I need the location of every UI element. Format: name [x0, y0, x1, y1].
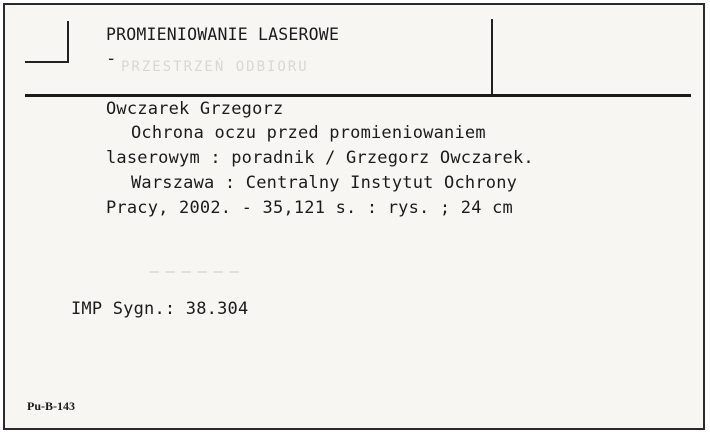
publisher-line-2: Pracy, 2002. - 35,121 s. : rys. ; 24 cm [106, 198, 513, 218]
author-line: Owczarek Grzegorz [106, 99, 284, 119]
faint-overprint-text: PRZESTRZEŃ ODBIORU [121, 59, 309, 75]
faint-dash-marks [149, 271, 245, 273]
corner-bracket-mark [25, 21, 69, 63]
card-stamp-code: Pu-B-143 [27, 399, 75, 413]
call-number: IMP Sygn.: 38.304 [71, 299, 249, 319]
vertical-rule [491, 19, 493, 95]
catalog-card [3, 3, 705, 430]
title-line-1: Ochrona oczu przed promieniowaniem [131, 123, 486, 143]
title-line-2: laserowym : poradnik / Grzegorz Owczarek. [106, 148, 534, 168]
subject-heading: PROMIENIOWANIE LASEROWE [106, 25, 340, 44]
publisher-line-1: Warszawa : Centralny Instytut Ochrony [131, 173, 518, 193]
heading-dash: - [106, 49, 117, 69]
